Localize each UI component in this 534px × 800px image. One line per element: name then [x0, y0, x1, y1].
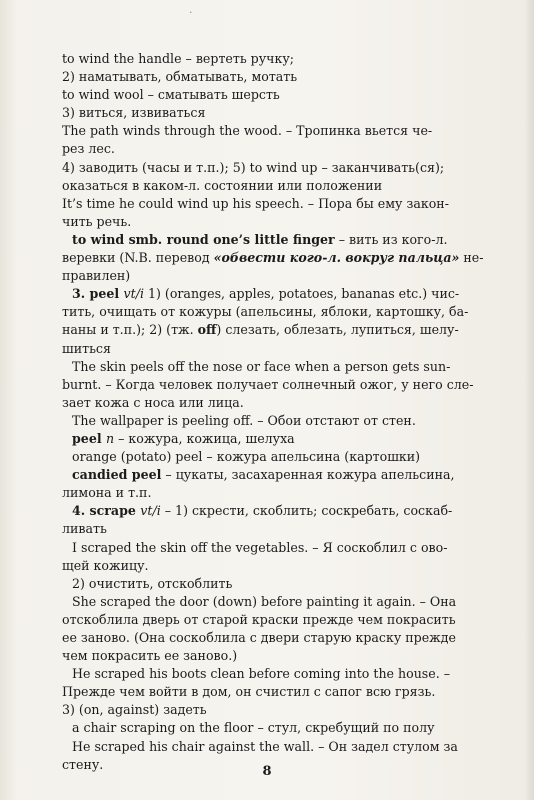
text-line: [62, 448, 492, 466]
line-text: ливать: [62, 521, 107, 537]
line-text: 3) виться, извиваться: [62, 105, 206, 121]
line-text: – 1) скрести, скоблить; соскребать, соскаб-: [160, 503, 453, 519]
text-line: [62, 321, 492, 339]
text-line: [62, 285, 492, 303]
line-emphasis: «обвести кого-л. вокруг пальца»: [213, 250, 460, 266]
line-emphasis: n: [106, 430, 115, 446]
text-line: [62, 340, 492, 358]
text-line: [62, 683, 492, 701]
text-line: [62, 611, 492, 629]
line-text: The path winds through the wood. – Тропинка вьется че-: [62, 123, 433, 139]
text-line: [62, 520, 492, 538]
text-line: [62, 267, 492, 285]
text-line: [62, 177, 492, 195]
line-text: – вить из кого-л.: [334, 231, 448, 247]
text-line: [62, 159, 492, 177]
line-emphasis: 3. peel: [72, 286, 124, 302]
line-text: She scraped the door (down) before painting it again. – Она: [72, 593, 457, 609]
line-text: рез лес.: [62, 141, 115, 157]
line-text: He scraped his chair against the wall. – Он задел стулом за: [72, 738, 458, 754]
line-text: наны и т.п.); 2) (тж.: [62, 322, 198, 338]
text-line: [62, 629, 492, 647]
line-text: It’s time he could wind up his speech. – Пора бы ему закон-: [62, 195, 449, 211]
text-line: [62, 466, 492, 484]
text-line: [62, 231, 492, 249]
line-text: – кожура, кожица, шелуха: [114, 430, 295, 446]
text-line: [62, 719, 492, 737]
line-text: лимона и т.п.: [62, 485, 152, 501]
text-line: [62, 502, 492, 520]
page-body-text: [62, 50, 492, 774]
text-line: [62, 104, 492, 122]
text-line: [62, 122, 492, 140]
text-line: [62, 738, 492, 756]
line-text: оказаться в каком-л. состоянии или положении: [62, 177, 383, 193]
line-text: стену.: [62, 756, 104, 772]
line-text: правилен): [62, 268, 131, 284]
line-text: веревки (N.B. перевод: [62, 250, 214, 266]
line-text: ее заново. (Она соскоблила с двери старую краску прежде: [62, 630, 456, 645]
text-line: [62, 50, 492, 68]
text-line: [62, 358, 492, 376]
page-edge-shadow: [524, 0, 534, 800]
line-emphasis: 4. scrape: [72, 503, 141, 519]
line-emphasis: vt/i: [123, 286, 144, 302]
line-text: The skin peels off the nose or face when a person gets sun-: [72, 358, 451, 374]
line-emphasis: peel: [72, 430, 106, 446]
text-line: [62, 86, 492, 104]
line-text: чем покрасить ее заново.): [62, 648, 238, 664]
line-text: тить, очищать от кожуры (апельсины, яблоки, картошку, ба-: [62, 304, 469, 320]
line-text: The wallpaper is peeling off. – Обои отстают от стен.: [72, 412, 416, 428]
text-line: [62, 647, 492, 665]
text-line: [62, 376, 492, 394]
line-text: щей кожицу.: [62, 557, 149, 573]
text-line: [62, 575, 492, 593]
page-number: 8: [262, 764, 272, 779]
line-text: не-: [459, 250, 484, 266]
line-text: 4) заводить (часы и т.п.); 5) to wind up – заканчивать(ся);: [62, 159, 445, 175]
text-line: [62, 665, 492, 683]
line-emphasis: vt/i: [140, 503, 161, 519]
text-line: [62, 140, 492, 158]
text-line: [62, 430, 492, 448]
line-text: зает кожа с носа или лица.: [62, 394, 244, 410]
line-text: ) слезать, облезать, лупиться, шелу-: [216, 322, 459, 338]
text-line: [62, 303, 492, 321]
text-line: [62, 484, 492, 502]
scan-mark: ·: [189, 6, 193, 19]
text-line: [62, 213, 492, 231]
text-line: [62, 412, 492, 430]
line-text: 2) наматывать, обматывать, мотать: [62, 69, 298, 85]
line-emphasis: to wind smb. round one’s little finger: [72, 231, 335, 247]
text-line: [62, 249, 492, 267]
text-line: [62, 539, 492, 557]
line-text: to wind the handle – вертеть ручку;: [62, 51, 295, 66]
line-text: 1) (oranges, apples, potatoes, bananas etc.) чис-: [143, 286, 460, 302]
line-text: a chair scraping on the floor – стул, скребущий по полу: [72, 720, 435, 736]
line-text: burnt. – Когда человек получает солнечный ожог, у него слe-: [62, 376, 474, 392]
line-emphasis: candied peel: [72, 467, 162, 483]
line-text: He scraped his boots clean before coming into the house. –: [72, 666, 451, 682]
text-line: [62, 593, 492, 611]
text-line: [62, 195, 492, 213]
line-text: I scraped the skin off the vegetables. – Я соскоблил с ово-: [72, 539, 448, 555]
line-text: шиться: [62, 340, 111, 356]
text-line: [62, 68, 492, 86]
line-text: – цукаты, засахаренная кожура апельсина,: [161, 467, 455, 483]
text-line: [62, 557, 492, 575]
text-line: [62, 701, 492, 719]
line-text: 2) очистить, отскоблить: [72, 575, 233, 591]
line-emphasis: off: [197, 322, 217, 338]
line-text: 3) (on, against) задеть: [62, 702, 207, 718]
text-line: [62, 394, 492, 412]
line-text: отскоблила дверь от старой краски прежде чем покрасить: [62, 611, 456, 627]
line-text: чить речь.: [62, 213, 132, 229]
line-text: to wind wool – сматывать шерсть: [62, 87, 280, 103]
line-text: Прежде чем войти в дом, он счистил с сапог всю грязь.: [62, 684, 436, 700]
line-text: orange (potato) peel – кожура апельсина (картошки): [72, 449, 421, 465]
